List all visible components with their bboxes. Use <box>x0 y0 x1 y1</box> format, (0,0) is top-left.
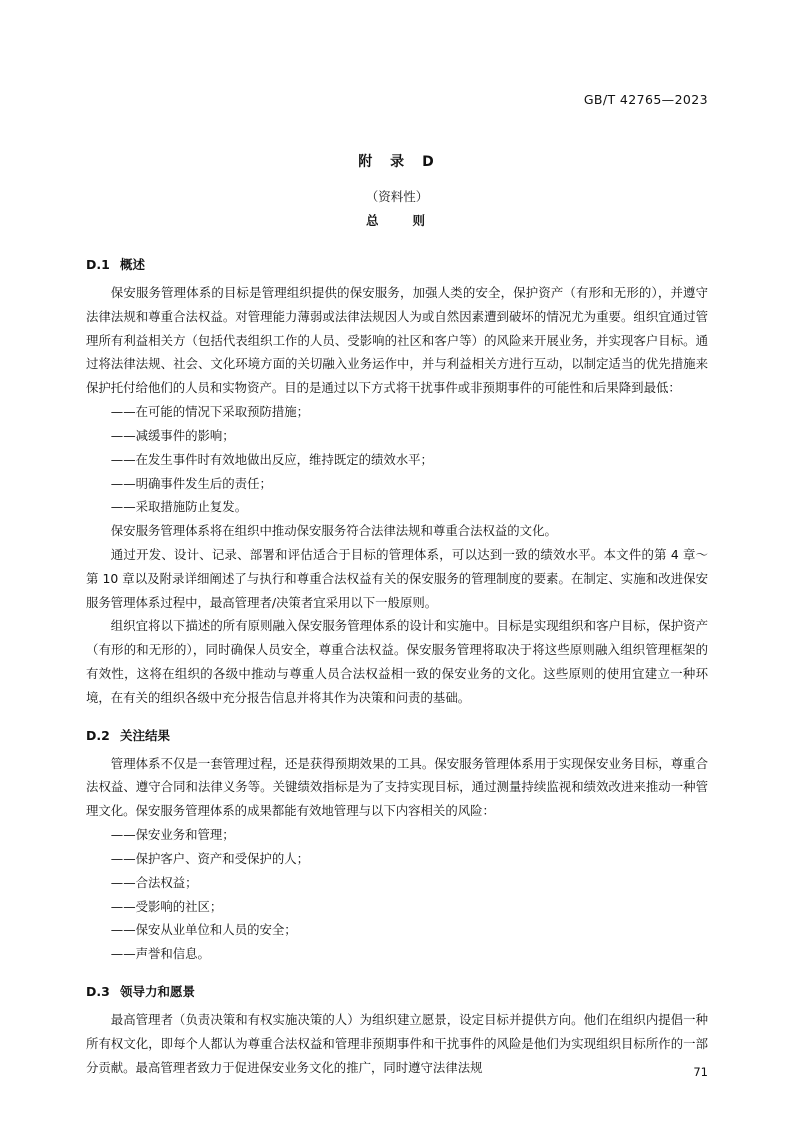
paragraph: 管理体系不仅是一套管理过程，还是获得预期效果的工具。保安服务管理体系用于实现保安业务目标，尊重合法权益、遵守合同和法律义务等。关键绩效指标是为了支持实现目标，通过测量持续监视和绩效改进来推动一种管理文化。保安服务管理体系的成果都能有效地管理与以下内容相关的风险： <box>86 755 708 819</box>
paragraph: 保安服务管理体系将在组织中推动保安服务符合法律法规和尊重合法权益的文化。 <box>110 523 557 539</box>
annex-name: 总 则 <box>365 213 428 228</box>
list-d2 <box>86 823 708 966</box>
list-item: ——明确事件发生后的责任； <box>110 475 272 491</box>
list-item: ——声誉和信息。 <box>110 946 210 962</box>
annex-title: 附 录 D <box>358 154 436 170</box>
clause-number-d2: D.2 <box>86 727 110 743</box>
list-item: ——减缓事件的影响； <box>110 427 235 443</box>
annex-type: （资料性） <box>365 189 429 204</box>
paragraph: 组织宜将以下描述的所有原则融入保安服务管理体系的设计和实施中。目标是实现组织和客户目标，保护资产（有形的和无形的），同时确保人员安全，尊重合法权益。保安服务管理将取决于将这些原则融入组织管理框架的有效性，这将在组织的各级中推动与尊重人员合法权益相一致的保安业务的文化。这些原则的使用宜建立一种环境，在有关的组织各级中充分报告信息并将其作为决策和问责的基础。 <box>86 618 708 705</box>
clause-title-d3: 领导力和愿景 <box>120 983 196 999</box>
list-item: ——保安业务和管理； <box>110 827 235 843</box>
clause-heading-d2 <box>86 726 708 744</box>
paragraph: 通过开发、设计、记录、部署和评估适合于目标的管理体系，可以达到一致的绩效水平。本文件的第 4 章～第 10 章以及附录详细阐述了与执行和尊重合法权益有关的保安服务的管理制度的要素。在制定、实施和改进保安服务管理体系过程中，最高管理者/决策者宜采用以下一般原则。 <box>86 546 708 610</box>
list-d1 <box>86 400 708 519</box>
list-item: ——受影响的社区； <box>110 898 223 914</box>
clause-title-d1: 概述 <box>120 257 146 272</box>
clause-number-d1: D.1 <box>86 257 110 272</box>
clause-heading-d1 <box>86 255 708 273</box>
clause-heading-d3 <box>86 982 708 1000</box>
list-item: ——保安从业单位和人员的安全； <box>110 922 297 938</box>
list-item: ——在可能的情况下采取预防措施； <box>110 404 310 420</box>
page-number: 71 <box>693 1065 708 1079</box>
page-content <box>86 92 708 1079</box>
list-item: ——采取措施防止复发。 <box>110 499 248 515</box>
list-item: ——在发生事件时有效地做出反应，维持既定的绩效水平； <box>110 451 433 467</box>
list-item: ——保护客户、资产和受保护的人； <box>110 850 310 866</box>
clause-number-d3: D.3 <box>86 983 110 999</box>
standard-code-header: GB/T 42765—2023 <box>583 92 708 107</box>
paragraph: 保安服务管理体系的目标是管理组织提供的保安服务，加强人类的安全，保护资产（有形和无形的），并遵守法律法规和尊重合法权益。对管理能力薄弱或法律法规因人为或自然因素遭到破坏的情况尤为重要。组织宜通过管理所有利益相关方（包括代表组织工作的人员、受影响的社区和客户等）的风险来开展业务，并实现客户目标。通过将法律法规、社会、文化环境方面的关切融入业务运作中，并与利益相关方进行互动，以制定适当的优先措施来保护托付给他们的人员和实物资产。目的是通过以下方式将干扰事件或非预期事件的可能性和后果降到最低： <box>86 285 708 396</box>
list-item: ——合法权益； <box>110 874 198 890</box>
paragraph: 最高管理者（负责决策和有权实施决策的人）为组织建立愿景，设定目标并提供方向。他们在组织内提倡一种所有权文化，即每个人都认为尊重合法权益和管理非预期事件和干扰事件的风险是他们为实现组织目标所作的一部分贡献。最高管理者致力于促进保安业务文化的推广，同时遵守法律法规 <box>86 1011 708 1075</box>
clause-title-d2: 关注结果 <box>120 727 171 743</box>
